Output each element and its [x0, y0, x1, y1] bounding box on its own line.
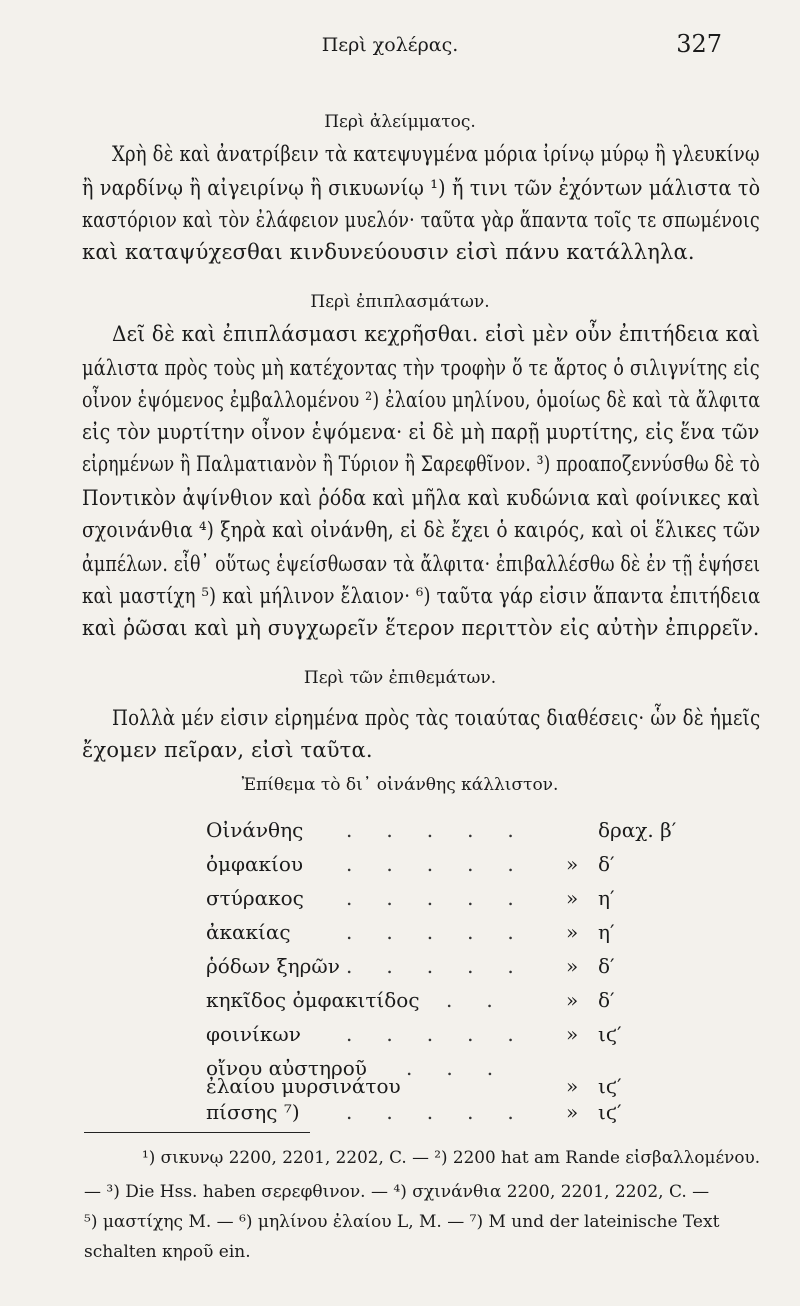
ingredient-amount: η′	[598, 920, 615, 944]
ditto-mark: »	[566, 920, 579, 944]
ingredient-amount: δ′	[598, 988, 615, 1012]
ingredient-amount: δ′	[598, 954, 615, 978]
ingredient-row	[206, 1100, 626, 1130]
ingredient-row	[206, 852, 626, 882]
ingredient-row	[206, 954, 626, 984]
leader-dots: .....	[346, 954, 548, 978]
ingredient-amount: η′	[598, 886, 615, 910]
text-line: καὶ καταψύχεσθαι κινδυνεύουσιν εἰσὶ πάνυ κατάλληλα.	[82, 240, 695, 264]
ingredient-row	[206, 920, 626, 950]
ingredient-name: οἴνου αὐστηροῦ	[206, 1056, 367, 1080]
footnote-rule	[84, 1132, 310, 1133]
ingredient-row	[206, 1022, 626, 1052]
section-heading: Περὶ ἀλείμματος.	[324, 112, 476, 132]
leader-dots: .....	[346, 818, 548, 842]
ditto-mark: »	[566, 1100, 579, 1124]
ingredient-name: ῥόδων ξηρῶν	[206, 954, 340, 978]
text-line: καστόριον καὶ τὸν ἐλάφειον μυελόν· ταῦτα γὰρ ἅπαντα τοῖς τε σπωμένοις	[82, 208, 760, 232]
ditto-mark: »	[566, 954, 579, 978]
text-line: εἰς τὸν μυρτίτην οἶνον ἑψόμενα· εἰ δὲ μὴ παρῇ μυρτίτης, εἰς ἕνα τῶν	[82, 420, 760, 444]
page-number: 327	[676, 30, 722, 58]
ingredient-amount: ιϛ′	[598, 1100, 622, 1124]
ingredient-row	[206, 988, 626, 1018]
ingredient-name: πίσσης ⁷)	[206, 1100, 300, 1124]
text-line: ἢ ναρδίνῳ ἢ αἰγειρίνῳ ἢ σικυωνίῳ ¹) ἤ τινι τῶν ἐχόντων μάλιστα τὸ	[82, 176, 761, 200]
leader-dots: .....	[346, 1022, 548, 1046]
leader-dots: ..	[446, 988, 527, 1012]
leader-dots: .....	[346, 852, 548, 876]
ingredient-name: στύρακος	[206, 886, 304, 910]
footnote-line: ¹) σικυνῳ 2200, 2201, 2202, C. — ²) 2200 hat am Rande εἰσβαλλομένου.	[142, 1148, 761, 1168]
ditto-mark: »	[566, 1022, 579, 1046]
ingredient-amount: ιϛ′	[598, 1022, 622, 1046]
ingredient-amount: ιϛ′	[598, 1074, 622, 1098]
ingredient-amount: δ′	[598, 852, 615, 876]
text-line: ἀμπέλων. εἶθ᾽ οὕτως ἑψείσθωσαν τὰ ἄλφιτα· ἐπιβαλλέσθω δὲ ἐν τῇ ἑψήσει	[82, 552, 761, 576]
ditto-mark: »	[566, 886, 579, 910]
section-heading: Περὶ τῶν ἐπιθεμάτων.	[303, 668, 497, 688]
section-heading: Περὶ ἐπιπλασμάτων.	[310, 292, 490, 312]
footnote-line: — ³) Die Hss. haben σερεφθινον. — ⁴) σχινάνθια 2200, 2201, 2202, C. —	[84, 1182, 710, 1202]
recipe-title: Ἐπίθεμα τὸ δι᾽ οἰνάνθης κάλλιστον.	[241, 775, 559, 795]
ingredient-row	[206, 886, 626, 916]
text-line: Πολλὰ μέν εἰσιν εἰρημένα πρὸς τὰς τοιαύτας διαθέσεις· ὧν δὲ ἡμεῖς	[112, 706, 761, 730]
ingredient-name: ὀμφακίου	[206, 852, 304, 876]
text-line: μάλιστα πρὸς τοὺς μὴ κατέχοντας τὴν τροφὴν ὅ τε ἄρτος ὁ σιλιγνίτης εἰς	[82, 356, 760, 380]
text-line: Χρὴ δὲ καὶ ἀνατρίβειν τὰ κατεψυγμένα μόρια ἰρίνῳ μύρῳ ἢ γλευκίνῳ	[112, 142, 760, 166]
text-line: καὶ ῥῶσαι καὶ μὴ συγχωρεῖν ἕτερον περιττὸν εἰς αὐτὴν ἐπιρρεῖν.	[82, 616, 760, 640]
leader-dots: .....	[346, 1100, 548, 1124]
leader-dots: .....	[346, 886, 548, 910]
ingredient-amount: δραχ. β′	[598, 818, 677, 842]
running-header: Περὶ χολέρας.	[321, 34, 459, 56]
leader-dots: ...	[406, 1056, 528, 1080]
ditto-mark: »	[566, 1074, 579, 1098]
ingredient-name: ἐλαίου μυρσινάτου	[206, 1074, 401, 1098]
ingredient-name: κηκῖδος ὀμφακιτίδος	[206, 988, 420, 1012]
ingredient-name: ἀκακίας	[206, 920, 291, 944]
text-line: καὶ μαστίχη ⁵) καὶ μήλινον ἔλαιον· ⁶) ταῦτα γάρ εἰσιν ἅπαντα ἐπιτήδεια	[82, 584, 761, 608]
text-line: σχοινάνθια ⁴) ξηρὰ καὶ οἰνάνθη, εἰ δὲ ἔχει ὁ καιρός, καὶ οἱ ἕλικες τῶν	[82, 518, 761, 542]
ditto-mark: »	[566, 852, 579, 876]
text-line: Ποντικὸν ἀψίνθιον καὶ ῥόδα καὶ μῆλα καὶ κυδώνια καὶ φοίνικες καὶ	[82, 486, 761, 510]
footnote-line: ⁵) μαστίχης M. — ⁶) μηλίνου ἐλαίου L, M. — ⁷) M und der lateinische Text	[84, 1212, 720, 1232]
ditto-mark: »	[566, 988, 579, 1012]
text-line: εἰρημένων ἢ Παλματιανὸν ἢ Τύριον ἢ Σαρεφθῖνον. ³) προαποζεννύσθω δὲ τὸ	[82, 452, 761, 476]
ingredient-name: Οἰνάνθης	[206, 818, 304, 842]
ingredient-row	[206, 818, 677, 848]
leader-dots: .....	[346, 920, 548, 944]
footnote-line: schalten κηροῦ ein.	[84, 1242, 251, 1262]
ingredient-name: φοινίκων	[206, 1022, 301, 1046]
text-line: Δεῖ δὲ καὶ ἐπιπλάσμασι κεχρῆσθαι. εἰσὶ μὲν οὖν ἐπιτήδεια καὶ	[112, 322, 761, 346]
text-line: οἶνον ἑψόμενος ἐμβαλλομένου ²) ἐλαίου μηλίνου, ὁμοίως δὲ καὶ τὰ ἄλφιτα	[82, 388, 761, 412]
text-line: ἔχομεν πεῖραν, εἰσὶ ταῦτα.	[82, 738, 373, 762]
